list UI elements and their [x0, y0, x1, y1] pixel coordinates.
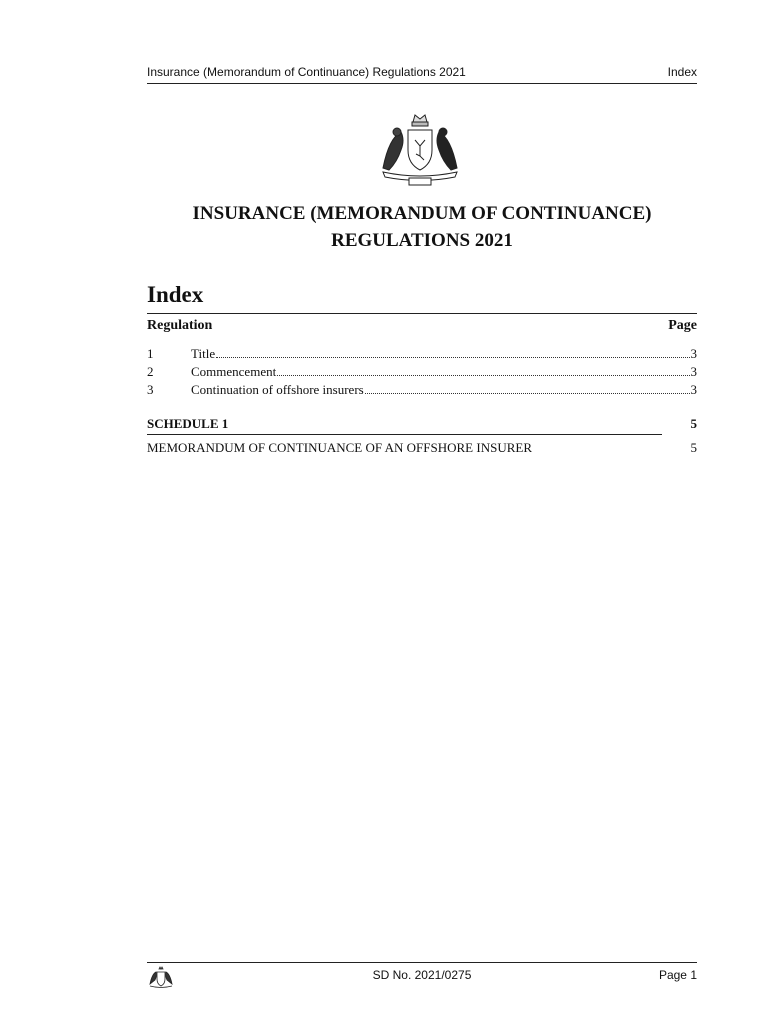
- index-heading: Index: [147, 282, 204, 307]
- column-header-page: Page: [668, 318, 697, 333]
- toc-entry-1[interactable]: [147, 346, 697, 363]
- toc-entry-number: 1: [147, 346, 154, 361]
- toc-entry-page: 3: [690, 382, 697, 397]
- footer-page-number: Page 1: [658, 968, 697, 982]
- schedule-divider: [147, 434, 662, 435]
- toc-entry-3[interactable]: [147, 382, 697, 399]
- header-title: Insurance (Memorandum of Continuance) Regulations 2021: [147, 65, 466, 79]
- toc-entry-label: Title: [191, 346, 216, 361]
- dot-leader: [216, 357, 689, 358]
- schedule-heading-page: 5: [690, 416, 697, 431]
- toc-entry-number: 3: [147, 382, 154, 397]
- dot-leader: [277, 375, 689, 376]
- footer-document-number: SD No. 2021/0275: [372, 968, 472, 982]
- footer-divider: [147, 962, 697, 963]
- document-title-line1: INSURANCE (MEMORANDUM OF CONTINUANCE): [192, 203, 652, 224]
- toc-entry-label: Continuation of offshore insurers: [191, 382, 364, 397]
- document-title: [147, 200, 697, 254]
- column-header-regulation: Regulation: [147, 318, 213, 333]
- toc-entry-number: 2: [147, 364, 154, 379]
- index-divider: [147, 313, 697, 314]
- toc-entry-label: Commencement: [191, 364, 277, 379]
- toc-entry-page: 3: [690, 346, 697, 361]
- document-title-line2: REGULATIONS 2021: [331, 230, 513, 251]
- schedule-heading[interactable]: SCHEDULE 1: [147, 416, 229, 431]
- header-section: Index: [667, 65, 697, 79]
- dot-leader: [365, 393, 690, 394]
- running-header: [147, 63, 697, 84]
- toc-entry-2[interactable]: [147, 364, 697, 381]
- schedule-subtitle-page: 5: [690, 440, 697, 455]
- toc-entry-page: 3: [690, 364, 697, 379]
- schedule-subtitle[interactable]: MEMORANDUM OF CONTINUANCE OF AN OFFSHORE INSURER: [147, 440, 532, 455]
- coat-of-arms-icon: [375, 110, 465, 190]
